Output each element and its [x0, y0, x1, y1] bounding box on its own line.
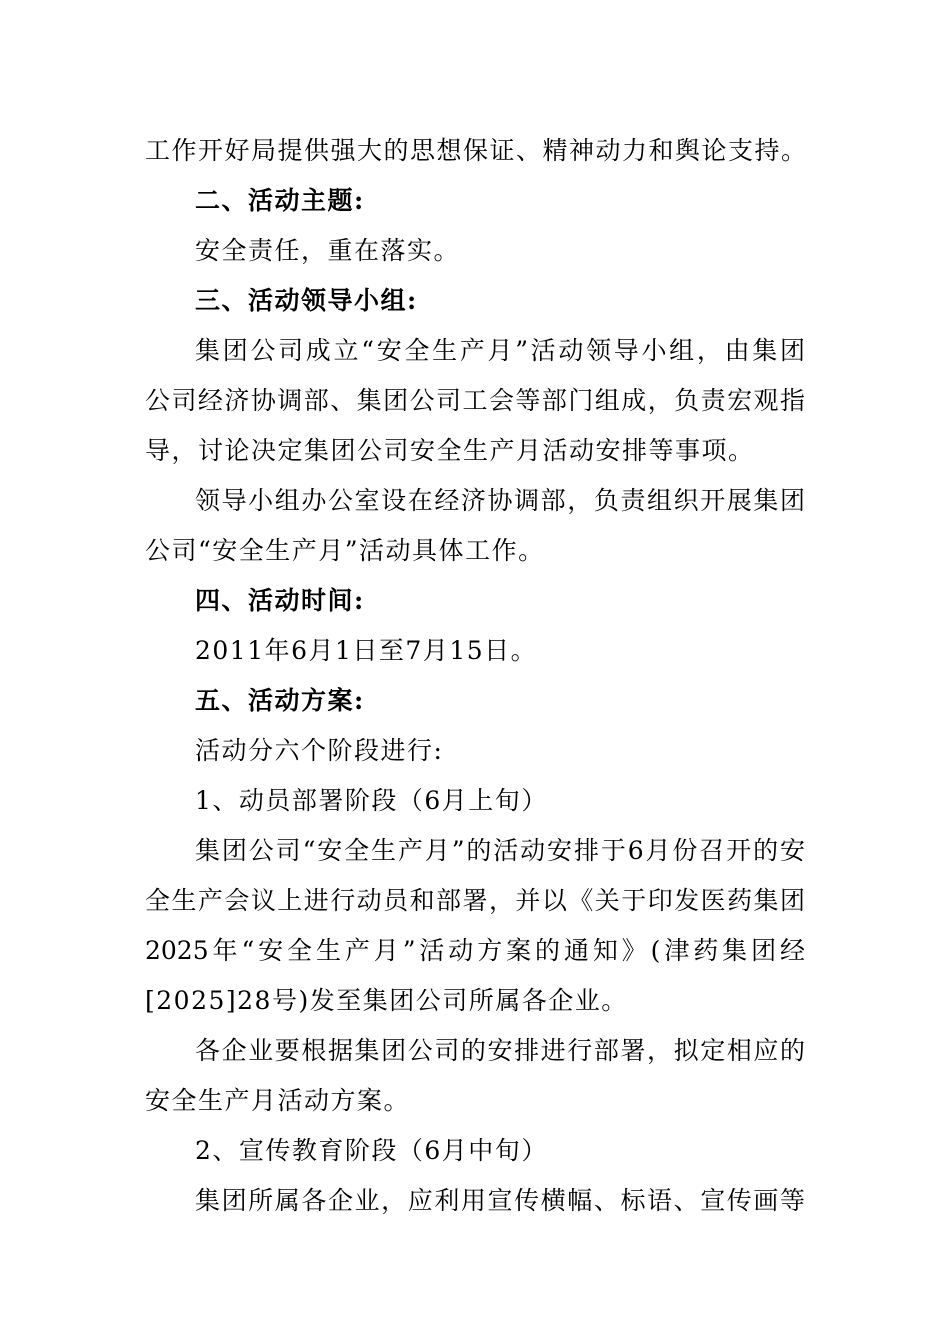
paragraph-line: 集团所属各企业，应利用宣传横幅、标语、宣传画等	[195, 1186, 805, 1215]
paragraph-line: 导，讨论决定集团公司安全生产月活动安排等事项。	[145, 436, 755, 465]
stage-heading-2: 2、宣传教育阶段（6月中旬）	[195, 1136, 548, 1165]
paragraph-line: 活动分六个阶段进行:	[195, 736, 444, 765]
paragraph-line: 公司“安全生产月”活动具体工作。	[145, 536, 545, 565]
paragraph-line: 各企业要根据集团公司的安排进行部署，拟定相应的	[195, 1036, 805, 1065]
paragraph-line: 集团公司成立“安全生产月”活动领导小组，由集团	[195, 336, 805, 365]
paragraph-line: [2025]28号)发至集团公司所属各企业。	[145, 986, 628, 1015]
paragraph-line: 安全责任，重在落实。	[195, 236, 461, 265]
paragraph-line: 全生产会议上进行动员和部署，并以《关于印发医药集团	[145, 886, 805, 915]
paragraph-line: 集团公司“安全生产月”的活动安排于6月份召开的安	[195, 836, 805, 865]
paragraph-line: 安全生产月活动方案。	[145, 1086, 411, 1115]
paragraph-line: 工作开好局提供强大的思想保证、精神动力和舆论支持。	[145, 136, 808, 165]
section-heading-time: 四、活动时间:	[195, 586, 365, 615]
section-heading-leadership: 三、活动领导小组:	[195, 286, 418, 315]
paragraph-line: 2025年“安全生产月”活动方案的通知》(津药集团经	[145, 936, 805, 965]
paragraph-line: 领导小组办公室设在经济协调部，负责组织开展集团	[195, 486, 805, 515]
paragraph-line: 公司经济协调部、集团公司工会等部门组成，负责宏观指	[145, 386, 805, 415]
stage-heading-1: 1、动员部署阶段（6月上旬）	[195, 786, 548, 815]
section-heading-theme: 二、活动主题:	[195, 186, 365, 215]
section-heading-plan: 五、活动方案:	[195, 686, 365, 715]
paragraph-line: 2011年6月1日至7月15日。	[195, 636, 538, 665]
